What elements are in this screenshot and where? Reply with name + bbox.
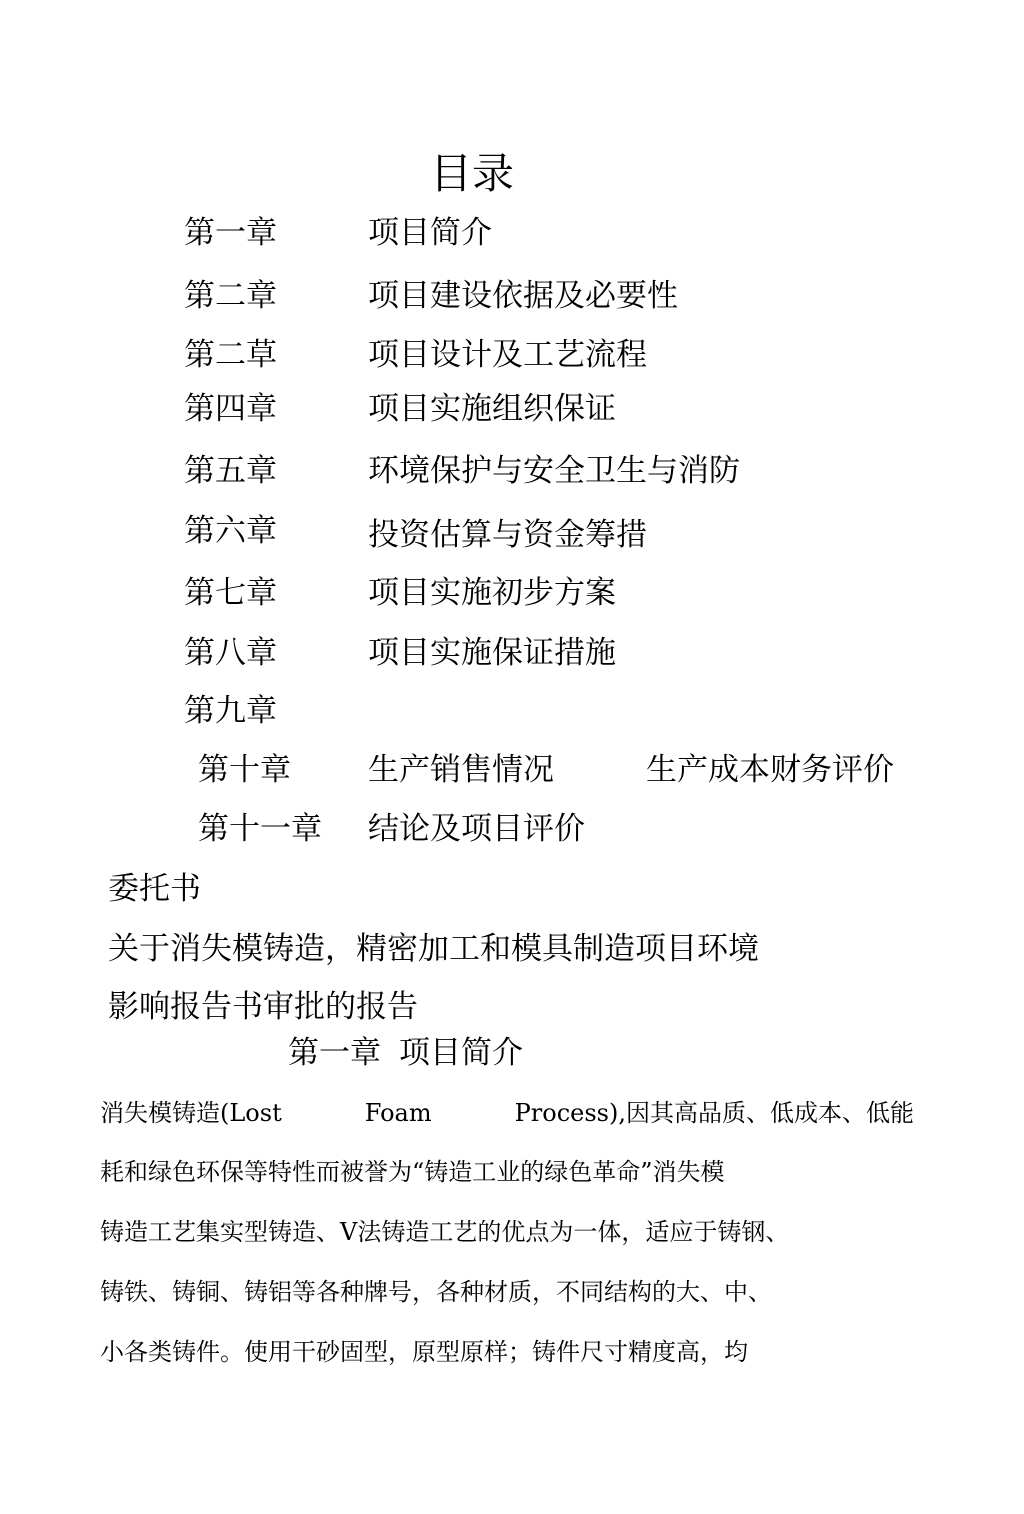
toc-title: 目录 <box>429 149 514 198</box>
body-text-segment: 消失模铸造(Lost <box>100 1099 282 1127</box>
toc-topic-label: 项目简介 <box>368 215 492 251</box>
body-text-segment: Process),因其高品质、低成本、低能 <box>514 1099 914 1127</box>
body-text-segment: Foam <box>364 1099 432 1127</box>
toc-entry <box>0 808 1024 854</box>
toc-chapter-label: 第十章 <box>198 752 291 788</box>
section-title: 项目简介 <box>399 1035 523 1071</box>
toc-topic-label: 环境保护与安全卫生与消防 <box>368 453 740 489</box>
section-heading <box>288 1032 523 1074</box>
toc-extra-topic-label: 生产成本财务评价 <box>646 752 894 788</box>
report-title-line: 影响报告书审批的报告 <box>108 989 418 1025</box>
toc-entry <box>0 572 1024 618</box>
toc-chapter-label: 第十一章 <box>198 811 322 847</box>
toc-topic-label: 投资估算与资金筹措 <box>368 517 647 553</box>
toc-entry <box>0 450 1024 496</box>
commission-letter-title: 委托书 <box>108 871 201 907</box>
toc-entry <box>0 388 1024 434</box>
toc-topic-label: 项目实施保证措施 <box>368 635 616 671</box>
toc-entry <box>0 690 1024 736</box>
report-title-line: 关于消失模铸造，精密加工和模具制造项目环境 <box>108 931 759 967</box>
toc-topic-label: 项目实施初步方案 <box>368 575 616 611</box>
toc-chapter-label: 第一章 <box>184 215 277 251</box>
toc-chapter-label: 第六章 <box>184 513 277 549</box>
toc-entry <box>0 749 1024 795</box>
toc-chapter-label: 第七章 <box>184 575 277 611</box>
toc-entry <box>0 212 1024 258</box>
toc-entry <box>0 334 1024 380</box>
toc-entry <box>0 275 1024 321</box>
toc-chapter-label: 第二草 <box>184 337 277 373</box>
toc-entry <box>0 510 1024 556</box>
body-paragraph-line: 铸造工艺集实型铸造、V法铸造工艺的优点为一体，适应于铸钢、 <box>100 1218 790 1246</box>
section-chapter: 第一章 <box>288 1035 381 1071</box>
toc-topic-label: 项目实施组织保证 <box>368 391 616 427</box>
body-paragraph-line: 铸铁、铸铜、铸铝等各种牌号，各种材质，不同结构的大、中、 <box>100 1278 772 1306</box>
body-paragraph-line: 耗和绿色环保等特性而被誉为“铸造工业的绿色革命”消失模 <box>100 1158 725 1186</box>
toc-chapter-label: 第二章 <box>184 278 277 314</box>
toc-chapter-label: 第四章 <box>184 391 277 427</box>
body-paragraph-line <box>100 1097 914 1129</box>
toc-topic-label: 项目设计及工艺流程 <box>368 337 647 373</box>
toc-chapter-label: 第九章 <box>184 693 277 729</box>
toc-topic-label: 项目建设依据及必要性 <box>368 278 678 314</box>
toc-topic-label: 生产销售情况 <box>368 752 554 788</box>
toc-topic-label: 结论及项目评价 <box>368 811 585 847</box>
toc-chapter-label: 第五章 <box>184 453 277 489</box>
body-paragraph-line: 小各类铸件。使用干砂固型，原型原样；铸件尺寸精度高，均 <box>100 1338 748 1366</box>
toc-chapter-label: 第八章 <box>184 635 277 671</box>
toc-entry <box>0 632 1024 678</box>
